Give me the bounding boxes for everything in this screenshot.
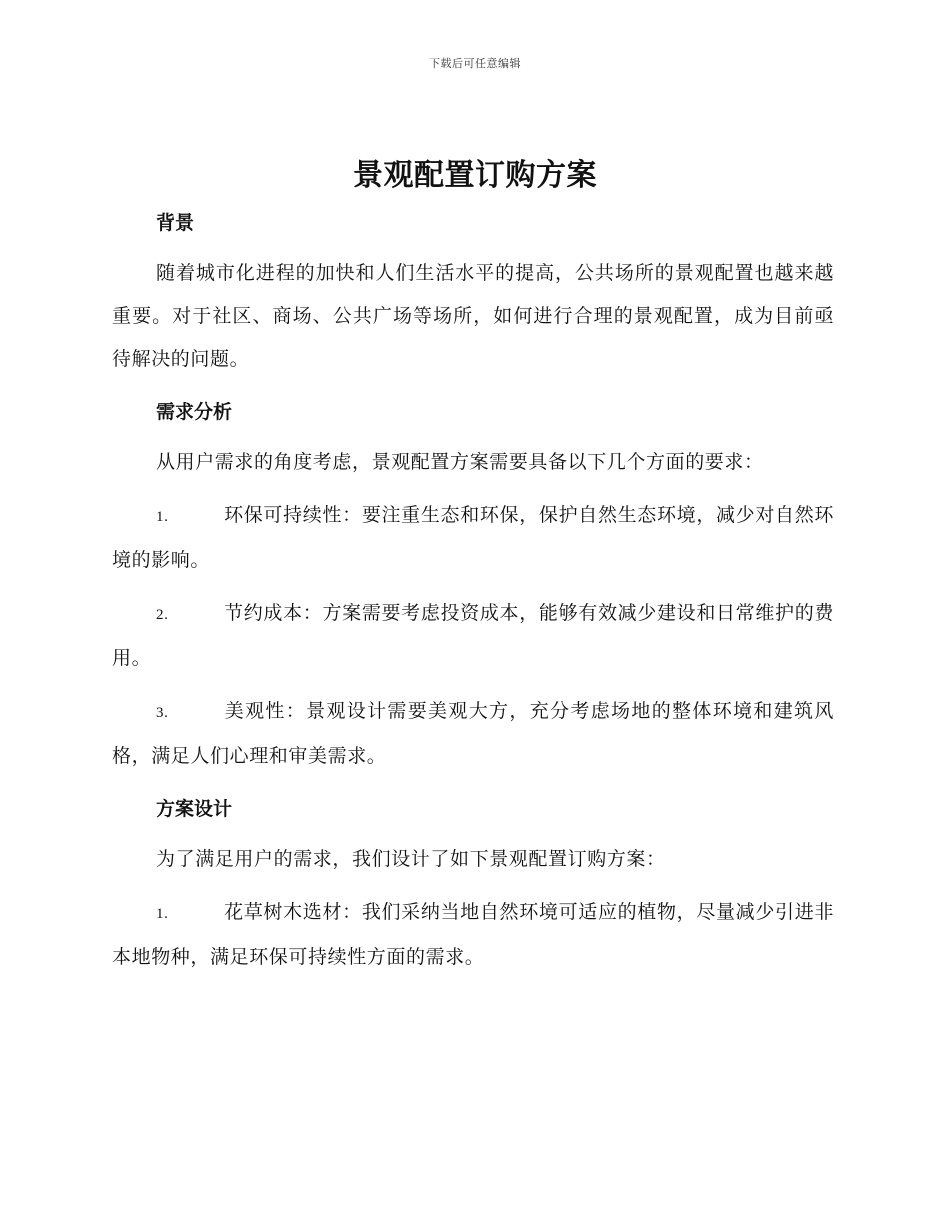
list-item-text: 花草树木选材：我们采纳当地自然环境可适应的植物，尽量减少引进非本地物种，满足环保可持续性方面的需求。 bbox=[112, 901, 834, 968]
list-item bbox=[112, 891, 834, 979]
requirements-intro: 从用户需求的角度考虑，景观配置方案需要具备以下几个方面的要求： bbox=[156, 451, 764, 473]
section-heading-requirements: 需求分析 bbox=[156, 401, 233, 423]
list-number: 1. bbox=[156, 509, 169, 525]
list-item-text: 美观性：景观设计需要美观大方，充分考虑场地的整体环境和建筑风格，满足人们心理和审美需求。 bbox=[112, 700, 834, 767]
background-paragraph: 随着城市化进程的加快和人们生活水平的提高，公共场所的景观配置也越来越重要。对于社区、商场、公共广场等场所，如何进行合理的景观配置，成为目前亟待解决的问题。 bbox=[112, 262, 834, 370]
design-intro: 为了满足用户的需求，我们设计了如下景观配置订购方案： bbox=[156, 848, 666, 870]
list-item-text: 节约成本：方案需要考虑投资成本，能够有效减少建设和日常维护的费用。 bbox=[112, 602, 834, 669]
document-title: 景观配置订购方案 bbox=[353, 158, 597, 193]
section-heading-design: 方案设计 bbox=[156, 798, 233, 820]
list-number: 2. bbox=[156, 607, 169, 623]
list-item bbox=[112, 592, 834, 680]
list-item bbox=[112, 494, 834, 582]
header-note: 下载后可任意编辑 bbox=[429, 57, 521, 70]
list-number: 1. bbox=[156, 906, 169, 922]
list-item-text: 环保可持续性：要注重生态和环保，保护自然生态环境，减少对自然环境的影响。 bbox=[112, 504, 834, 571]
document-body bbox=[112, 200, 834, 989]
list-item bbox=[112, 690, 834, 778]
section-heading-background: 背景 bbox=[156, 212, 195, 234]
list-number: 3. bbox=[156, 705, 169, 721]
